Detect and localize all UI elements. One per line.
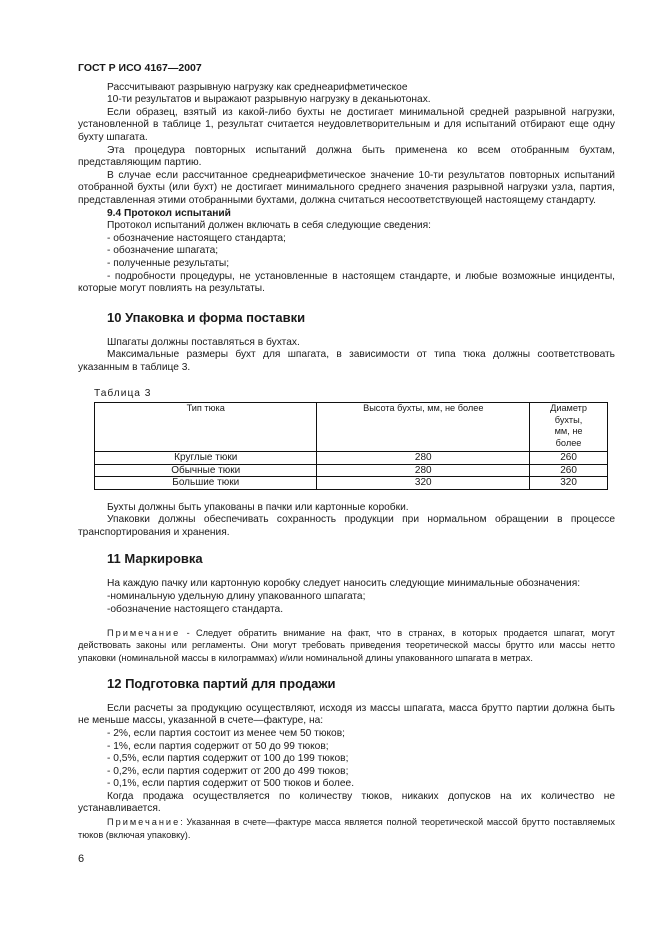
paragraph: В случае если рассчитанное среднеарифметическое значение 10-ти результатов повторных испытаний отобранной бухты (или бухт) не достигает минимального среднего значения разрывной нагрузки узла, партия, представленная этими отобранными бухтами, должна считаться несоответствующей настоящему стандарту. [78,169,615,206]
section-10-title: 10 Упаковка и форма поставки [107,309,306,325]
paragraph: Протокол испытаний должен включать в себя следующие сведения: [107,220,431,232]
paragraph: Бухты должны быть упакованы в пачки или картонные коробки. [107,501,409,513]
paragraph: Рассчитывают разрывную нагрузку как среднеарифметическое [107,81,408,93]
bale-size-table [94,402,608,490]
column-header: Диаметр бухты, мм, не более [530,403,608,452]
section-11-text [78,578,615,616]
section-10-text [78,337,615,375]
paragraph: Максимальные размеры бухт для шпагата, в зависимости от типа тюка должны соответствовать указанным в таблице 3. [78,349,615,373]
table-header-row [95,403,608,452]
document-header: ГОСТ Р ИСО 4167—2007 [78,62,202,74]
section-9-text [78,82,615,296]
table-cell: 260 [530,464,608,477]
table-cell: 320 [317,477,530,490]
table-cell: Большие тюки [95,477,317,490]
note-text: : Указанная в счете—фактуре масса является полной теоретической массой брутто поставляемых тюков (включая упаковку). [78,817,615,840]
section-12-text [78,703,615,842]
list-item: - обозначение настоящего стандарта; [107,232,286,244]
table-row [95,452,608,465]
document-body [78,62,615,866]
list-item: - 0,1%, если партия содержит от 500 тюков и более. [107,778,355,790]
subsection-title: 9.4 Протокол испытаний [107,207,231,219]
paragraph: - подробности процедуры, не установленные в настоящем стандарте, и любые возможные инциденты, которые могут повлиять на результаты. [78,270,615,295]
paragraph: Если расчеты за продукцию осуществляют, исходя из массы шпагата, масса брутто партии должна быть не меньше массы, указанной в счете—фактуре, на: [78,702,615,727]
paragraph: На каждую пачку или картонную коробку следует наносить следующие минимальные обозначения: [107,578,581,590]
section-12-title: 12 Подготовка партий для продажи [107,675,336,691]
table-cell: 280 [317,452,530,465]
list-item: - 0,2%, если партия содержит от 200 до 499 тюков; [107,765,349,777]
list-item: -номинальную удельную длину упакованного шпагата; [107,590,366,602]
list-item: - полученные результаты; [107,257,230,269]
note-label: Примечание [107,628,181,639]
table-row [95,477,608,490]
page-number: 6 [78,853,85,866]
table-cell: 280 [317,464,530,477]
paragraph: Когда продажа осуществляется по количеству тюков, никаких допусков на их количество не устанавливается. [78,790,615,815]
paragraph: Если образец, взятый из какой-либо бухты не достигает минимальной средней разрывной нагрузки, установленной в таблице 1, результат считается неудовлетворительным и для испытаний отбирают еще одну бухту шпагата. [78,106,615,143]
column-header: Тип тюка [95,403,317,452]
table-caption: Таблица 3 [94,388,152,400]
list-item: -обозначение настоящего стандарта. [107,603,284,615]
column-header: Высота бухты, мм, не более [317,403,530,452]
list-item: - обозначение шпагата; [107,245,219,257]
list-item: - 0,5%, если партия содержит от 100 до 199 тюков; [107,753,349,765]
table-cell: Круглые тюки [95,452,317,465]
list-item: - 1%, если партия содержит от 50 до 99 тюков; [107,740,329,752]
table-cell: 320 [530,477,608,490]
table-cell: Обычные тюки [95,464,317,477]
paragraph: Упаковки должны обеспечивать сохранность продукции при нормальном обращении в процессе транспортирования и хранения. [78,514,615,538]
table-row [95,464,608,477]
note-label: Примечание [107,817,181,828]
table-cell: 260 [530,452,608,465]
section-11-title: 11 Маркировка [107,551,203,567]
note-text: - Следует обратить внимание на факт, что в странах, в которых продается шпагат, могут действовать законы или регламенты. Они могут требовать приведения теоретической массы брутто или массы нетто упаковки (номинальной массы в килограммах) и/или номинальной длины упакованного шпагата в метрах. [78,628,615,663]
paragraph: 10-ти результатов и выражают разрывную нагрузку в деканьютонах. [107,94,431,106]
paragraph: Эта процедура повторных испытаний должна быть применена ко всем отобранным бухтам, представляющим партию. [78,144,615,169]
section-10-after-table [78,502,615,540]
list-item: - 2%, если партия состоит из менее чем 50 тюков; [107,727,345,739]
paragraph: Шпагаты должны поставляться в бухтах. [107,336,300,348]
section-11-note [78,627,615,664]
